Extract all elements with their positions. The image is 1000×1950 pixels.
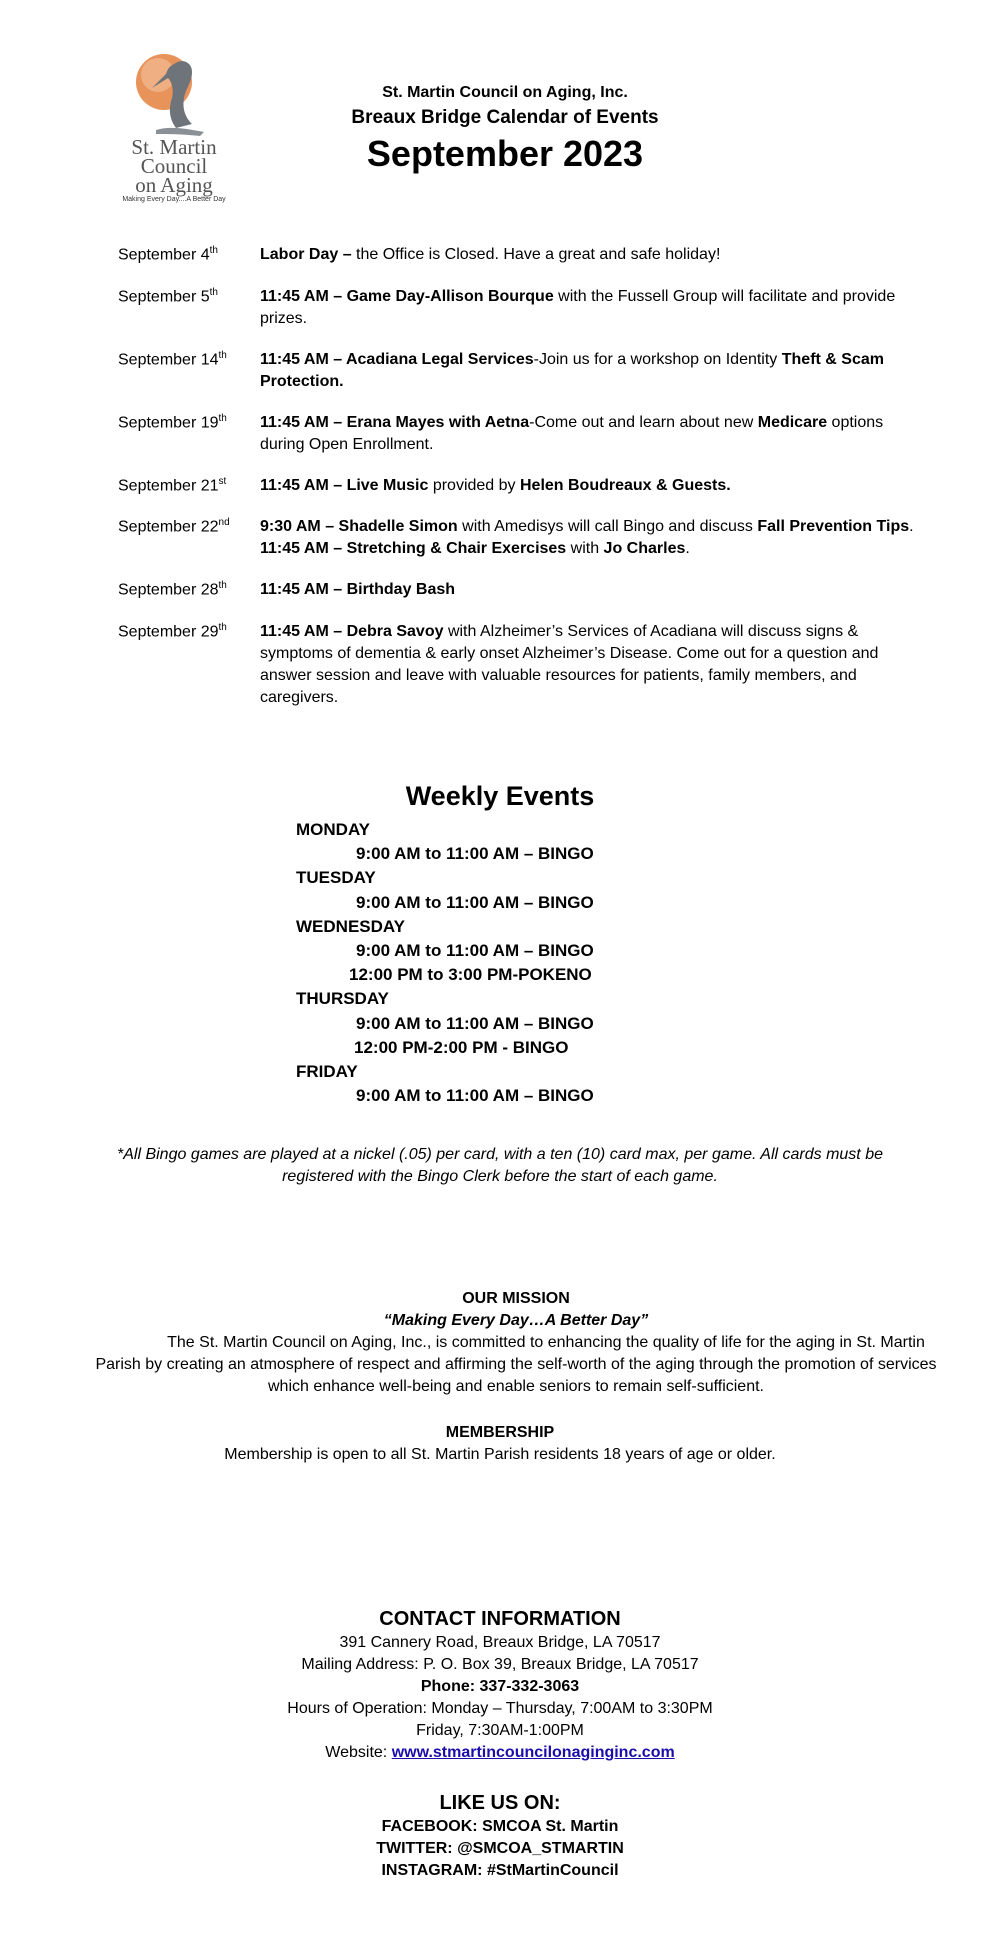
event-description: 11:45 AM – Live Music provided by Helen Boudreaux & Guests. [260, 476, 731, 494]
event-description: 11:45 AM – Game Day-Allison Bourque with the Fussell Group will facilitate and provide prizes. [260, 287, 896, 327]
contact-hours: Hours of Operation: Monday – Thursday, 7:00AM to 3:30PM [287, 1700, 713, 1717]
events-list [118, 244, 948, 728]
membership-section [0, 1422, 1000, 1466]
contact-phone: Phone: 337-332-3063 [420, 1678, 580, 1695]
social-twitter: TWITTER: @SMCOA_STMARTIN [376, 1840, 624, 1857]
event-description: 11:45 AM – Birthday Bash [260, 581, 456, 599]
month-title: September 2023 [366, 133, 644, 174]
mission-section [86, 1288, 946, 1398]
weekday-slot: 9:00 AM to 11:00 AM – BINGO [356, 1086, 594, 1106]
social-section [0, 1792, 1000, 1882]
event-date: September 4th [118, 245, 218, 264]
weekday-slot: 12:00 PM to 3:00 PM-POKENO [349, 965, 592, 985]
social-title: LIKE US ON: [439, 1792, 561, 1814]
event-line: 9:30 AM – Shadelle Simon with Amedisys will call Bingo and discuss Fall Prevention Tips. [260, 518, 914, 536]
event-item [118, 286, 948, 330]
website-link[interactable]: www.stmartincouncilonaginginc.com [391, 1744, 675, 1761]
mission-title: OUR MISSION [462, 1290, 570, 1307]
weekly-events-list [296, 818, 696, 1108]
contact-section [0, 1608, 1000, 1764]
org-name: St. Martin Council on Aging, Inc. [382, 84, 628, 101]
event-date: September 28th [118, 580, 227, 599]
event-date: September 22nd [118, 517, 230, 536]
event-description: 11:45 AM – Debra Savoy with Alzheimer’s Services of Acadiana will discuss signs & symptoms of dementia & early onset Alzheimer’s Disease. Come out for a question and answer session and leave with valuable resources for patients, family members, and caregivers. [260, 623, 879, 707]
contact-mailing: Mailing Address: P. O. Box 39, Breaux Bridge, LA 70517 [301, 1656, 699, 1673]
membership-title: MEMBERSHIP [445, 1424, 555, 1441]
weekday-slot: 9:00 AM to 11:00 AM – BINGO [356, 892, 594, 912]
weekday-label: MONDAY [296, 820, 370, 839]
social-instagram: INSTAGRAM: #StMartinCouncil [381, 1862, 619, 1879]
logo-tagline: Making Every Day....A Better Day [122, 196, 226, 203]
event-item [118, 475, 948, 498]
event-date: September 5th [118, 286, 218, 306]
event-line: 11:45 AM – Stretching & Chair Exercises with Jo Charles. [260, 540, 690, 558]
website-label: Website: [325, 1744, 392, 1761]
weekday-slot: 12:00 PM-2:00 PM - BINGO [354, 1037, 569, 1057]
logo-name-line3: on Aging [135, 173, 213, 197]
pelican-logo-icon [112, 48, 236, 140]
mission-text: The St. Martin Council on Aging, Inc., is committed to enhancing the quality of life for the aging in St. Martin Parish by creating an atmosphere of respect and affirming the self-worth of the aging through the promotion of services which enhance well-being and enable seniors to remain self-sufficient. [95, 1334, 937, 1395]
event-item [118, 579, 948, 602]
event-date: September 21st [118, 475, 227, 495]
membership-text: Membership is open to all St. Martin Parish residents 18 years of age or older. [224, 1446, 776, 1463]
event-date: September 19th [118, 412, 227, 432]
logo-name-line1: St. Martin [131, 135, 217, 159]
event-item [118, 412, 948, 456]
weekday-slot: 9:00 AM to 11:00 AM – BINGO [356, 941, 594, 961]
logo-text [112, 135, 236, 205]
contact-address: 391 Cannery Road, Breaux Bridge, LA 70517 [339, 1634, 661, 1651]
event-description: 11:45 AM – Erana Mayes with Aetna-Come out and learn about new Medicare options during Open Enrollment. [260, 413, 884, 453]
event-description: Labor Day – the Office is Closed. Have a great and safe holiday! [260, 246, 721, 263]
calendar-title: Breaux Bridge Calendar of Events [351, 107, 659, 128]
contact-title: CONTACT INFORMATION [379, 1608, 621, 1630]
event-description [260, 516, 930, 560]
weekday-slot: 9:00 AM to 11:00 AM – BINGO [356, 844, 594, 864]
weekday-label: TUESDAY [296, 868, 376, 888]
contact-website [0, 1742, 1000, 1764]
weekday-label: WEDNESDAY [296, 916, 405, 936]
event-item [118, 349, 948, 393]
event-item [118, 516, 948, 560]
weekday-slot: 9:00 AM to 11:00 AM – BINGO [356, 1013, 594, 1033]
bingo-note: *All Bingo games are played at a nickel (.05) per card, with a ten (10) card max, per game. All cards must be registered with the Bingo Clerk before the start of each game. [117, 1146, 883, 1185]
event-description: 11:45 AM – Acadiana Legal Services-Join us for a workshop on Identity Theft & Scam Protection. [260, 350, 884, 390]
contact-hours-friday: Friday, 7:30AM-1:00PM [416, 1722, 584, 1739]
mission-quote: “Making Every Day…A Better Day” [383, 1312, 649, 1329]
logo-name-line2: Council [140, 154, 208, 178]
event-item [118, 621, 948, 709]
weekday-label: FRIDAY [296, 1062, 358, 1082]
event-item [118, 244, 948, 267]
logo [112, 48, 242, 208]
social-facebook: FACEBOOK: SMCOA St. Martin [381, 1818, 619, 1835]
event-date: September 14th [118, 349, 227, 369]
weekly-events-title: Weekly Events [405, 781, 595, 811]
weekday-label: THURSDAY [296, 989, 389, 1009]
event-date: September 29th [118, 622, 227, 641]
